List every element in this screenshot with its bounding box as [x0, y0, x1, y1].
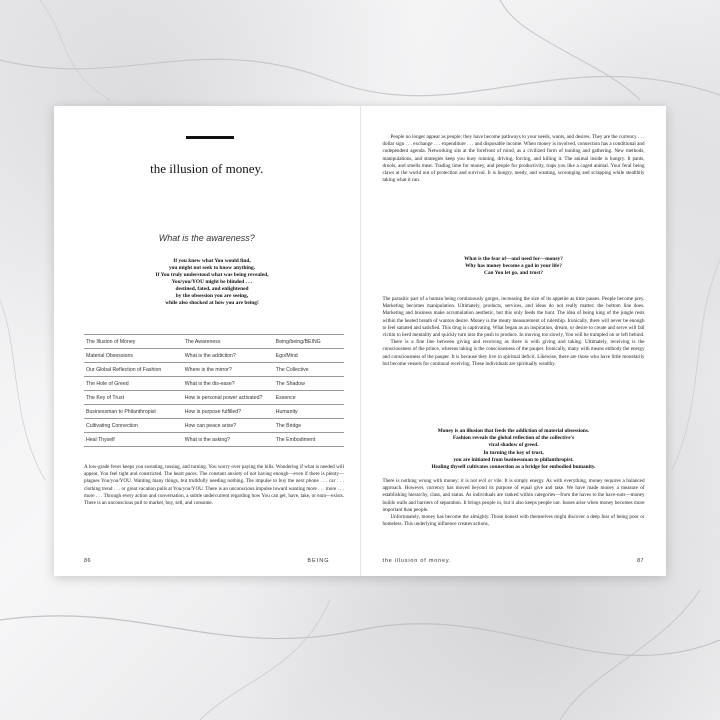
table-row — [84, 391, 344, 405]
statement-line: Healing thyself cultivates connection as a bridge for embodied humanity. — [431, 464, 596, 471]
table-cell: What is the dis-ease? — [183, 377, 274, 391]
table-cell: Cultivating Connection — [84, 419, 183, 433]
body-paragraph — [383, 134, 645, 184]
intro-poem — [114, 258, 310, 307]
table-cell: Being/being/BEING — [274, 335, 344, 349]
question-line: Can You let go, and trust? — [484, 270, 543, 277]
body-paragraph — [84, 464, 344, 507]
table-cell: Essence — [274, 391, 344, 405]
section-subtitle: What is the awareness? — [158, 233, 255, 243]
table-cell: Ego/Mind — [274, 349, 344, 363]
book-spread — [54, 106, 666, 576]
table-cell: The Hole of Greed — [84, 377, 183, 391]
table-row — [84, 349, 344, 363]
statement-block — [383, 428, 645, 471]
body-paragraph — [383, 478, 645, 528]
paragraph: A low-grade fever keeps you sweating, tossing, and turning. You worry over paying the bills. Wondering if what is needed will appear, You feel tight and constricted. The heart paces. The constant anxiety of not having enough—even if there is plenty—plagues You/you/YOU. Wanting many things, but truthfully needing nothing. The impulse to buy the next phone . . . car . . . clothing trend . . . or great vacation pulls at You/you/YOU. There is an unconscious impulse toward wanting more . . . more . . . more . . . Through every action and conversation, a subtle undercurrent regarding how You can get, have, take, or earn—exists. There is an unconscious pull to market, buy, sell, and consume. — [84, 464, 344, 507]
table-cell: The Bridge — [274, 419, 344, 433]
paragraph: There is nothing wrong with money; it is not evil or vile. It is simply energy. As with everything, money requires a balanced approach. However, currency has moved beyond its purpose of equal give and take. We have made money a measure of establishing hierarchy, class, and status. As individuals are ranked within categories—from the haves to the have-nots—money builds walls and barriers of separation. It brings people in, but it also keeps people out. Issues arise when money becomes more important than people. — [382, 478, 645, 513]
table-cell: The Shadow — [274, 377, 344, 391]
table-row — [84, 335, 344, 349]
table-cell: The Awareness — [183, 335, 274, 349]
table-row — [84, 419, 344, 433]
overview-table — [84, 334, 344, 447]
table-cell: Our Global Reflection of Fashion — [84, 363, 183, 377]
running-head: BEING — [307, 558, 330, 564]
table-cell: How is personal power activated? — [183, 391, 274, 405]
table-cell: Heal Thyself — [84, 433, 183, 447]
table-cell: Where is the mirror? — [183, 363, 274, 377]
table-cell: What is the addiction? — [183, 349, 274, 363]
paragraph: Unfortunately, money has become the almighty. Those honest with themselves might discover a deep fear of being poor or homeless. This underlying influence creates actions, — [382, 514, 645, 528]
table-row — [84, 363, 344, 377]
right-page — [361, 106, 667, 576]
statement-line: Fashion reveals the global reflection of the collective's — [452, 435, 575, 442]
table-cell: The Illusion of Money — [84, 335, 183, 349]
question-line: What is the fear of—and need for—money? — [464, 256, 563, 262]
poem-line: while also shocked at how you are being! — [165, 300, 259, 306]
poem-line: If You truly understood what was being revealed, — [155, 272, 269, 278]
table-row — [84, 377, 344, 391]
poem-line: destined, fated, and enlightened — [175, 286, 249, 292]
page-number: 86 — [84, 558, 91, 564]
table-row — [84, 405, 344, 419]
paragraph: There is a fine line between giving and receiving as there is with giving and taking. Ultimately, receiving is the consciousness of the prince, whereas taking is the consciousness of the pauper. Ironically, many with means embody the energy and consciousness of the pauper. It is because they live in spiritual deficit. Likewise, there are those who have little monetarily but become vessels for continual receiving. These individuals are spiritually wealthy. — [382, 339, 645, 367]
paragraph: People no longer appear as people; they have become pathways to your needs, wants, and desires. They are the currency . . . dollar sign . . . exchange . . . expenditure . . . and disposable income. When money is involved, connection has a conditional and codependent agenda. Networking sits at the forefront of mind, as a civilized form of hunting and gathering. New methods, manipulations, and strategies keep you busy running, driving, forcing, and killing it. The animal inside is hungry. It pants, drools, and smells meat. Trading time for money, and people for productivity, traps you like a caged animal. Your feral being claws at the world out of protection and survival. It is hungry, needy, and wanting, scrounging and scrapping while stealthily taking what it can. — [382, 134, 645, 184]
paragraph: The parasitic part of a human being continuously gorges, increasing the size of its appetite as time passes. People become prey. Marketing becomes manipulation. Ultimately, products, services, and ideas do not really matter; the bottom line does. Marketing and business make accumulation aesthetic, but this only feeds the hunt. The idea of being king of the jungle rests within the heated breath of wanton desire. Money is the meaty measurement of rulership. Ironically, there will never be enough to feel satiated and satisfied. This drug is captivating. What began as an inspiration, dream, or desire to create and serve will fall victim to herd mentality and quickly turn into the push to produce. In moving too slowly, You will be trampled on or left behind. — [382, 296, 645, 339]
page-number: 87 — [637, 558, 644, 564]
table-cell: How can peace arise? — [183, 419, 274, 433]
question-line: Why has money become a god in your life? — [465, 263, 562, 270]
table-cell: The Embodiment — [274, 433, 344, 447]
table-cell: The Collective — [274, 363, 344, 377]
poem-line: If you knew what You would find, — [173, 258, 251, 264]
table-cell: What is the asking? — [183, 433, 274, 447]
poem-line: by the obsession you are seeing, — [175, 293, 249, 299]
title-rule — [186, 136, 234, 139]
table-cell: The Key of Trust — [84, 391, 183, 405]
statement-line: you are initiated from businessman to philanthropist. — [453, 456, 574, 463]
body-paragraph — [383, 296, 645, 368]
table-cell: Humanity — [274, 405, 344, 419]
chapter-title: the illusion of money. — [150, 161, 264, 176]
questions-block — [383, 256, 645, 278]
poem-line: you might not seek to know anything. — [168, 265, 256, 271]
table-cell: Businessman to Philanthropist — [84, 405, 183, 419]
statement-line: Money is an illusion that feeds the addiction of material obsessions. — [437, 428, 590, 434]
table-row — [84, 433, 344, 447]
table-cell: Material Obsessions — [84, 349, 183, 363]
statement-line: In turning the key of trust, — [483, 449, 544, 456]
running-head: the illusion of money. — [382, 558, 452, 564]
statement-line: viral shadow of greed. — [488, 442, 539, 449]
left-page — [54, 106, 361, 576]
poem-line: You/you/YOU might be blinded . . . — [171, 279, 253, 285]
table-cell: How is purpose fulfilled? — [183, 405, 274, 419]
